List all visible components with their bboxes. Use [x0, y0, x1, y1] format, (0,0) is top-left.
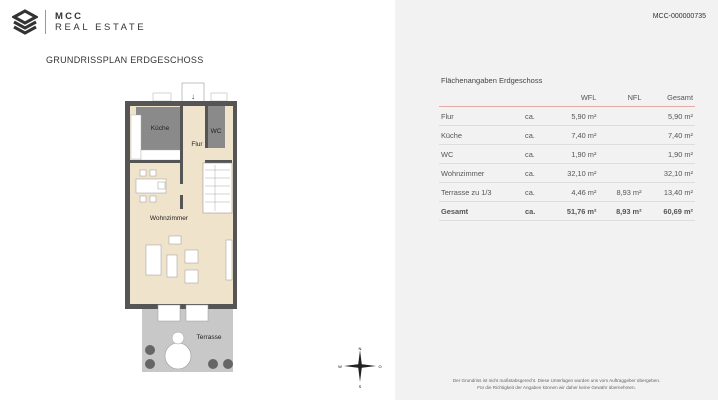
cell-wfl: 5,90 m² [547, 107, 598, 126]
cell-gesamt: 13,40 m² [644, 183, 695, 202]
room-label-flur: Flur [191, 141, 203, 148]
cell-approx: ca. [525, 164, 547, 183]
cell-nfl [598, 145, 643, 164]
cell-approx: ca. [525, 202, 547, 221]
cell-room: Terrasse zu 1/3 [439, 183, 525, 202]
table-row [439, 126, 695, 145]
wc-floor [207, 106, 225, 148]
cell-wfl: 51,76 m² [547, 202, 598, 221]
floor-plan [110, 80, 390, 390]
room-label-wohnzimmer: Wohnzimmer [149, 215, 189, 222]
cell-nfl: 8,93 m² [598, 183, 643, 202]
compass-icon [338, 346, 381, 389]
cell-wfl: 32,10 m² [547, 164, 598, 183]
svg-text:S: S [358, 384, 362, 389]
cell-nfl [598, 126, 643, 145]
header-wfl: WFL [547, 88, 598, 107]
cell-approx: ca. [525, 107, 547, 126]
plan-title: GRUNDRISSPLAN ERDGESCHOSS [46, 55, 204, 65]
table-row [439, 145, 695, 164]
cell-nfl: 8,93 m² [598, 202, 643, 221]
room-label-kueche: Küche [150, 125, 170, 132]
cell-room: WC [439, 145, 525, 164]
cell-approx: ca. [525, 145, 547, 164]
svg-text:N: N [358, 346, 362, 351]
cell-room: Flur [439, 107, 525, 126]
cell-room: Küche [439, 126, 525, 145]
brand-line1: MCC [55, 11, 84, 22]
header-gesamt: Gesamt [644, 88, 695, 107]
table-row [439, 164, 695, 183]
cell-gesamt: 5,90 m² [644, 107, 695, 126]
header-nfl: NFL [598, 88, 643, 107]
right-panel [395, 0, 718, 400]
cell-nfl [598, 164, 643, 183]
cell-gesamt: 32,10 m² [644, 164, 695, 183]
cell-wfl: 4,46 m² [547, 183, 598, 202]
cell-gesamt: 7,40 m² [644, 126, 695, 145]
table-row [439, 183, 695, 202]
cell-room: Gesamt [439, 202, 525, 221]
cell-approx: ca. [525, 183, 547, 202]
cell-nfl [598, 107, 643, 126]
logo [12, 9, 146, 35]
brand-line2: REAL ESTATE [55, 22, 147, 33]
room-label-terrasse: Terrasse [196, 334, 222, 341]
cell-gesamt: 1,90 m² [644, 145, 695, 164]
reference-number: MCC-000000735 [652, 13, 706, 20]
cell-room: Wohnzimmer [439, 164, 525, 183]
cell-approx: ca. [525, 126, 547, 145]
table-header-row [439, 88, 695, 107]
area-table-title: Flächenangaben Erdgeschoss [441, 76, 543, 85]
cell-gesamt: 60,69 m² [644, 202, 695, 221]
table-total-row [439, 202, 695, 221]
svg-text:O: O [378, 364, 382, 369]
cell-wfl: 1,90 m² [547, 145, 598, 164]
entrance-arrow-icon: ↓ [191, 92, 195, 101]
svg-text:W: W [338, 364, 342, 369]
area-table [439, 88, 695, 221]
cell-wfl: 7,40 m² [547, 126, 598, 145]
disclaimer-line2: Für die Richtigkeit der Angaben können wir daher keine Gewähr übernehmen. [477, 385, 636, 390]
table-row [439, 107, 695, 126]
logo-divider [45, 10, 46, 34]
disclaimer-line1: Der Grundriss ist nicht maßstabsgerecht. Diese Unterlagen wurden uns vom Auftraggeber übergeben. [452, 378, 661, 383]
mcc-logo-icon [12, 9, 38, 35]
room-label-wc: WC [210, 128, 222, 135]
